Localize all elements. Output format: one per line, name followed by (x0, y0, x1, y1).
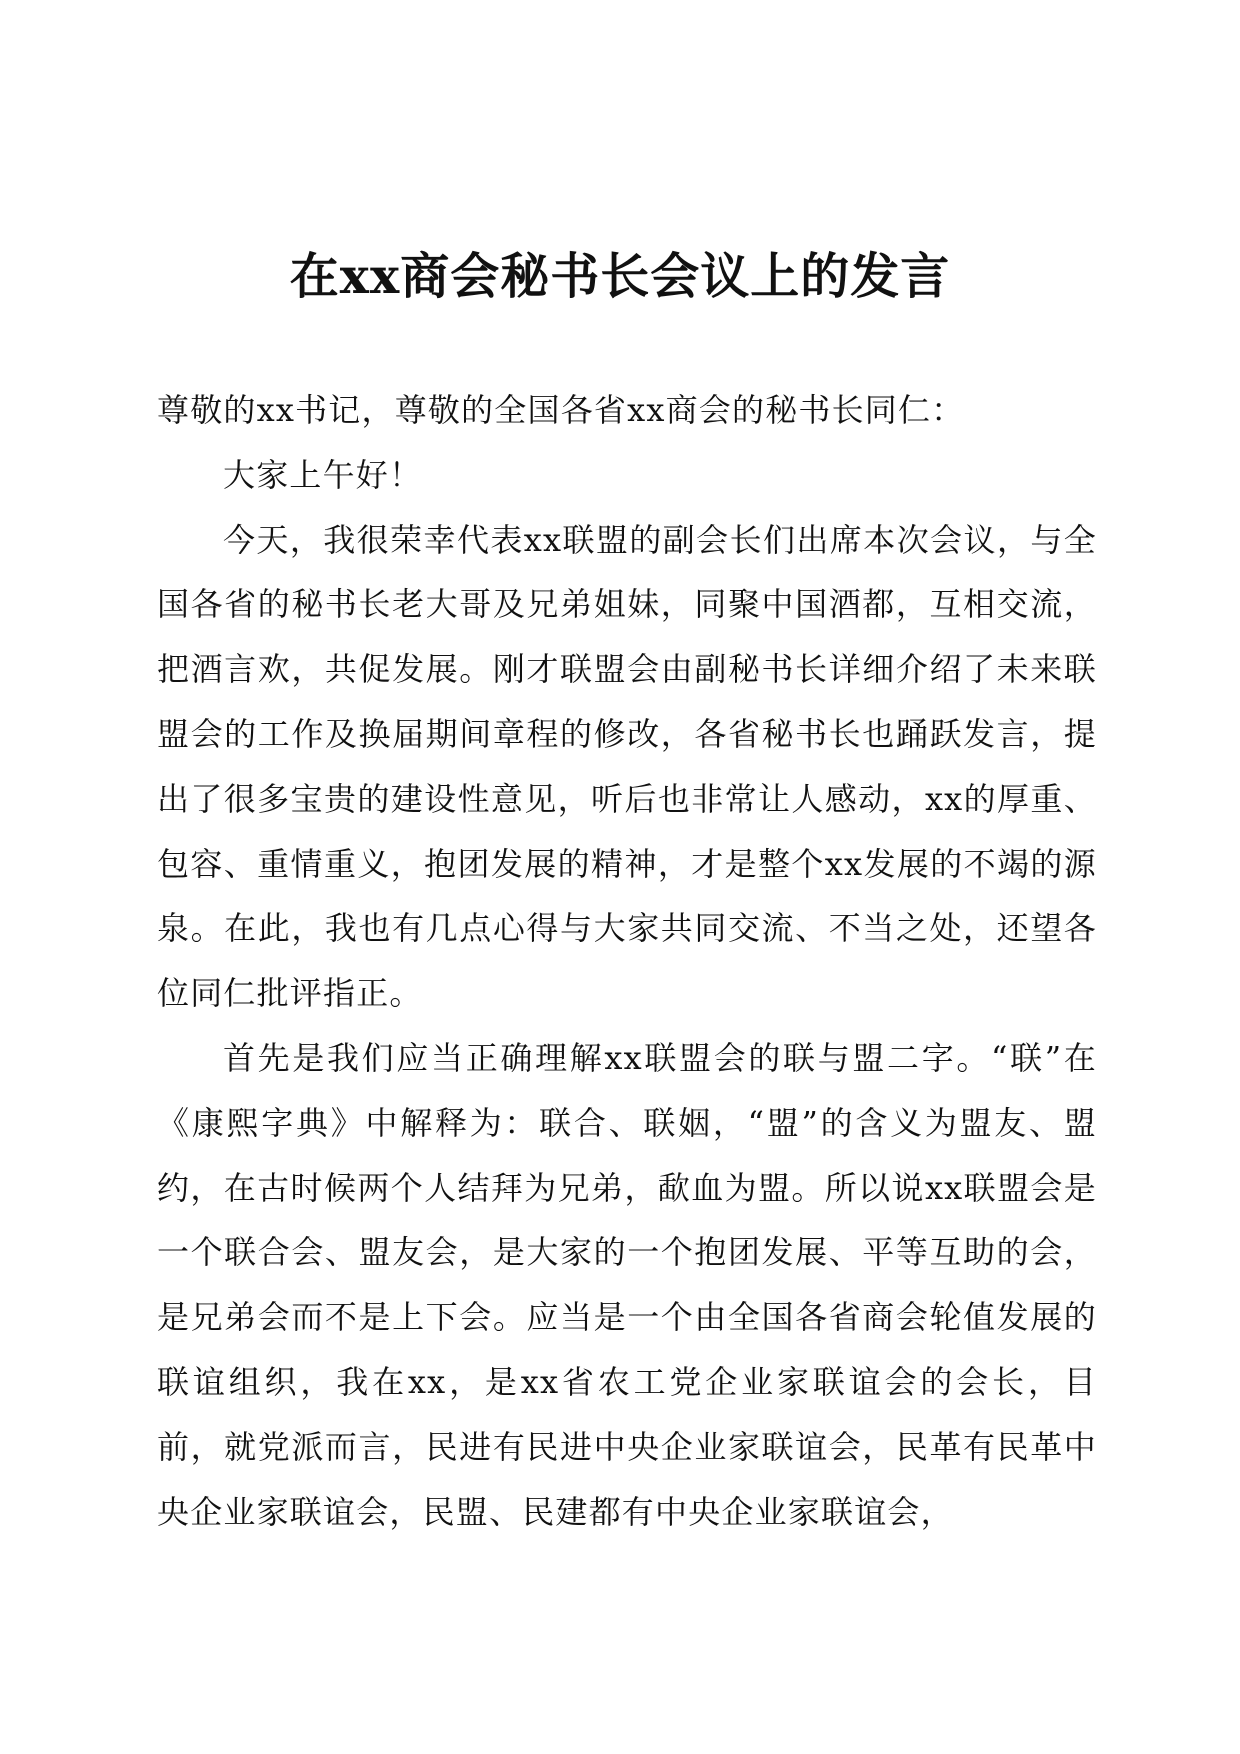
greeting: 大家上午好！ (223, 455, 423, 494)
salutation: 尊敬的xx书记，尊敬的全国各省xx商会的秘书长同仁： (157, 391, 965, 429)
paragraph-opening: 今天，我很荣幸代表xx联盟的副会长们出席本次会议，与全国各省的秘书长老大哥及兄弟姐妹，同聚中国酒都，互相交流，把酒言欢，共促发展。刚才联盟会由副秘书长详细介绍了未来联盟会的工作及换届期间章程的修改，各省秘书长也踊跃发言，提出了很多宝贵的建设性意见，听后也非常让人感动，xx的厚重、包容、重情重义，抱团发展的精神，才是整个xx发展的不竭的源泉。在此，我也有几点心得与大家共同交流、不当之处，还望各位同仁批评指正。 (157, 520, 1097, 1013)
document-title: 在xx商会秘书长会议上的发言 (289, 247, 951, 305)
paragraph-alliance-meaning: 首先是我们应当正确理解xx联盟会的联与盟二字。“联”在《康熙字典》中解释为：联合、联姻，“盟”的含义为盟友、盟约，在古时候两个人结拜为兄弟，歃血为盟。所以说xx联盟会是一个联合会、盟友会，是大家的一个抱团发展、平等互助的会，是兄弟会而不是上下会。应当是一个由全国各省商会轮值发展的联谊组织，我在xx，是xx省农工党企业家联谊会的会长，目前，就党派而言，民进有民进中央企业家联谊会，民革有民革中央企业家联谊会，民盟、民建都有中央企业家联谊会， (157, 1038, 1097, 1531)
document-body (157, 378, 1097, 1544)
